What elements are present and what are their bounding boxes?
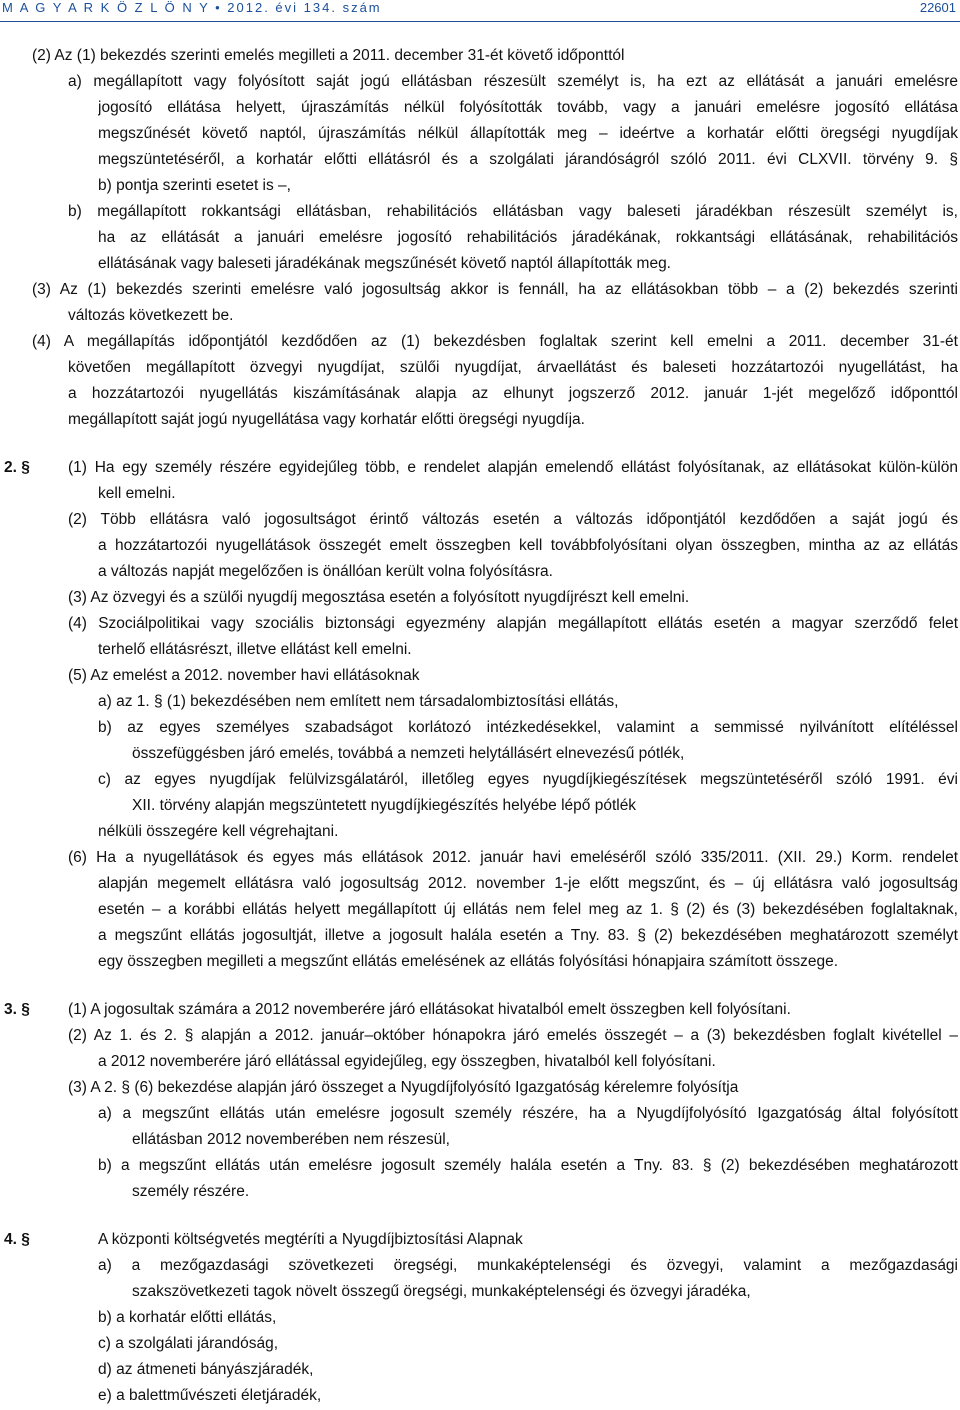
text-line: e) a balettművészeti életjáradék,: [98, 1387, 322, 1404]
text-line: jogosító ellátása helyett, újraszámítás nélkül folyósították tovább, vagy a januári emelésre jogosító ellátása: [98, 99, 958, 116]
text-line: b) megállapított rokkantsági ellátásban, rehabilitációs ellátásban vagy baleseti járadékban részesült személyt is,: [68, 203, 958, 220]
text-line: a) megállapított vagy folyósított saját jogú ellátásban részesült személyt is, ha ezt az ellátását a januári emelésre: [68, 73, 958, 90]
text-line: XII. törvény alapján megszüntetett nyugdíjkiegészítés helyébe lépő pótlék: [132, 797, 637, 814]
text-line: szakszövetkezeti tagok növelt összegű öregségi, munkaképtelenségi és özvegyi járadéka,: [132, 1283, 751, 1300]
text-line: a hozzátartozói nyugellátás kiszámításának alapja az elhunyt jogszerző 2012. január 1-jét megelőző időponttól: [68, 385, 958, 402]
text-line: megszűnését követő naptól, újraszámítás nélkül állapították meg – ideértve a korhatár előtti öregségi nyugdíjak: [98, 125, 958, 142]
text-line: a) az 1. § (1) bekezdésében nem említett nem társadalombiztosítási ellátás,: [98, 693, 619, 710]
text-line: b) a korhatár előtti ellátás,: [98, 1309, 277, 1326]
text-line: esetén – a korábbi ellátás helyett megállapított új ellátás nem felel meg az 1. § (2) és (3) bekezdésében foglaltaknak,: [98, 901, 958, 918]
text-line: (5) Az emelést a 2012. november havi ellátásoknak: [68, 667, 420, 684]
text-line: b) az egyes személyes szabadságot korlátozó intézkedésekkel, valamint a semmissé nyilvánított elítéléssel: [98, 719, 958, 736]
text-line: a megszűnt ellátás jogosultját, illetve a jogosult halála esetén a Tny. 83. § (2) bekezdésében meghatározott személyt: [98, 927, 958, 944]
text-line: (2) Több ellátásra való jogosultságot érintő változás esetén a változás időpontjától kezdődően a saját jogú és: [68, 511, 958, 528]
journal-title: M A G Y A R K Ö Z L Ö N Y • 2012. évi 134. szám: [2, 0, 382, 15]
page-number: 22601: [919, 0, 956, 15]
text-line: terhelő ellátásrészt, illetve ellátást kell emelni.: [98, 641, 412, 658]
text-line: b) pontja szerinti esetet is –,: [98, 177, 291, 194]
text-line: változás következett be.: [68, 307, 234, 324]
text-line: (3) A 2. § (6) bekezdése alapján járó összeget a Nyugdíjfolyósító Igazgatóság kérelemre folyósítja: [68, 1079, 739, 1096]
text-line: (1) A jogosultak számára a 2012 novemberére járó ellátásokat hivatalból emelt összegben kell folyósítani.: [68, 1001, 791, 1018]
text-line: személy részére.: [132, 1183, 250, 1200]
text-line: (3) Az özvegyi és a szülői nyugdíj megosztása esetén a folyósított nyugdíjrészt kell emelni.: [68, 589, 690, 606]
text-line: (3) Az (1) bekezdés szerinti emelésre való jogosultság akkor is fennáll, ha az ellátásokban több – a (2) bekezdés szerinti: [32, 281, 958, 298]
header-rule: [0, 21, 960, 22]
text-line: alapján megemelt ellátásra való jogosultság 2012. november 1-je előtt megszűnt, és – új ellátásra való jogosultság: [98, 875, 958, 892]
text-line: egy összegben megilleti a megszűnt ellátás emelésének az ellátás folyósítási hónapjaira számított összege.: [98, 953, 839, 970]
text-line: c) a szolgálati járandóság,: [98, 1335, 279, 1352]
text-line: követően megállapított özvegyi nyugdíjat, szülői nyugdíjat, árvaellátást és baleseti hozzátartozói nyugellátást, ha: [68, 359, 958, 376]
text-line: (4) A megállapítás időpontjától kezdődően az (1) bekezdésben foglaltak szerint kell emelni a 2011. december 31-ét: [32, 333, 958, 350]
text-line: (6) Ha a nyugellátások és egyes más ellátások 2012. január havi emeléséről szóló 335/2011. (XII. 29.) Korm. rendelet: [68, 849, 958, 866]
text-line: A központi költségvetés megtéríti a Nyugdíjbiztosítási Alapnak: [98, 1231, 523, 1248]
text-line: (2) Az 1. és 2. § alapján a 2012. január–október hónapokra járó emelés összegét – a (3) bekezdésben foglalt kivétellel –: [68, 1027, 958, 1044]
section-number: 4. §: [4, 1231, 30, 1248]
text-line: ha az ellátását a januári emelésre jogosító rehabilitációs járadékának, rokkantsági ellátásának, rehabilitációs: [98, 229, 958, 246]
text-line: a változás napját megelőzően is önállóan került volna folyósításra.: [98, 563, 553, 580]
section-number: 2. §: [4, 459, 30, 476]
text-line: a hozzátartozói nyugellátások összegét emelt összegben kell továbbfolyósítani olyan összegben, mintha az az ellátás: [98, 537, 958, 554]
text-line: c) az egyes nyugdíjak felülvizsgálatáról, illetőleg egyes nyugdíjkiegészítések megszüntetéséről szóló 1991. évi: [98, 771, 958, 788]
text-line: nélküli összegére kell végrehajtani.: [98, 823, 339, 840]
text-line: megszüntetéséről, a korhatár előtti ellátásról és a szolgálati járandóságról szóló 2011. évi CLXVII. törvény 9. §: [98, 151, 958, 168]
text-line: kell emelni.: [98, 485, 176, 502]
text-line: b) a megszűnt ellátás után emelésre jogosult személy halála esetén a Tny. 83. § (2) bekezdésében meghatározott: [98, 1157, 958, 1174]
text-line: ellátásban 2012 novemberében nem részesül,: [132, 1131, 450, 1148]
text-line: (1) Ha egy személy részére egyidejűleg több, e rendelet alapján emelendő ellátást folyósítanak, az ellátásokat külön-külön: [68, 459, 958, 476]
text-line: (2) Az (1) bekezdés szerinti emelés megilleti a 2011. december 31-ét követő időponttól: [32, 47, 625, 64]
text-line: a) a megszűnt ellátás után emelésre jogosult személy részére, ha a Nyugdíjfolyósító Igazgatóság által folyósított: [98, 1105, 958, 1122]
text-line: megállapított saját jogú nyugellátása vagy korhatár előtti öregségi nyugdíja.: [68, 411, 585, 428]
text-line: összefüggésben járó emelés, továbbá a nemzeti helytállásért elnevezésű pótlék,: [132, 745, 685, 762]
text-line: ellátásának vagy baleseti járadékának megszűnését követő naptól állapították meg.: [98, 255, 671, 272]
text-line: a 2012 novemberére járó ellátással egyidejűleg, egy összegben, hivatalból kell folyósítani.: [98, 1053, 716, 1070]
text-line: a) a mezőgazdasági szövetkezeti öregségi, munkaképtelenségi és özvegyi, valamint a mezőgazdasági: [98, 1257, 958, 1274]
text-line: (4) Szociálpolitikai vagy szociális biztonsági egyezmény alapján megállapított ellátás esetén a magyar szerződő felet: [68, 615, 958, 632]
text-line: d) az átmeneti bányászjáradék,: [98, 1361, 314, 1378]
section-number: 3. §: [4, 1001, 30, 1018]
page-header: [0, 0, 960, 24]
